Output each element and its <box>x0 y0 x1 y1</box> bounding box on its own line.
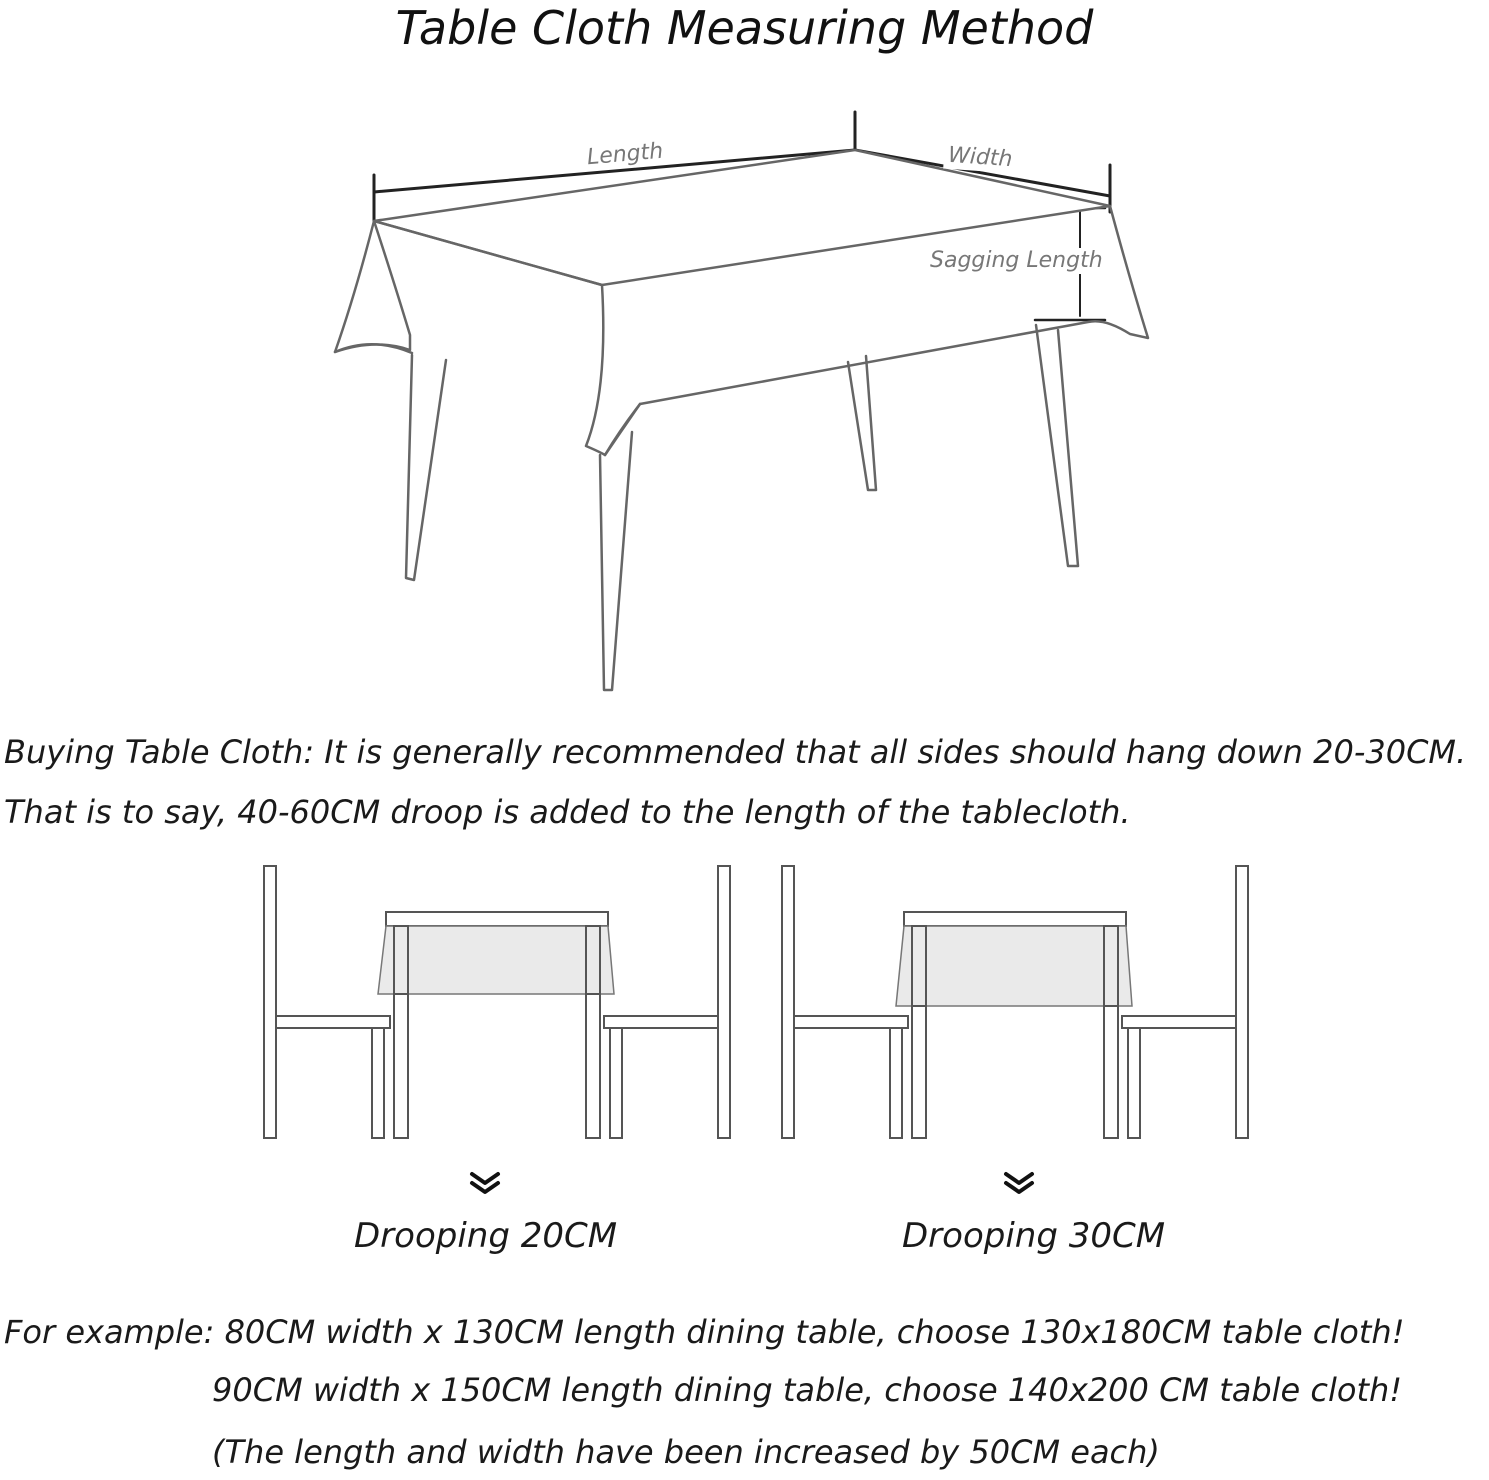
length-label: Length <box>582 138 668 171</box>
sagging-length-label: Sagging Length <box>926 248 1107 274</box>
example-note: (The length and width have been increased by 50CM each) <box>212 1433 1160 1471</box>
page-title: Table Cloth Measuring Method <box>395 1 1094 55</box>
width-label: Width <box>943 143 1017 174</box>
example-line-1: For example: 80CM width x 130CM length dining table, choose 130x180CM table cloth! <box>4 1313 1405 1351</box>
intro-line-2: That is to say, 40-60CM droop is added to the length of the tablecloth. <box>4 793 1131 831</box>
chevron-double-down-icon <box>1006 1174 1032 1192</box>
intro-line-1: Buying Table Cloth: It is generally recommended that all sides should hang down 20-30CM. <box>4 733 1467 771</box>
example-30cm-scene <box>782 866 1248 1138</box>
example-20cm-scene <box>264 866 730 1138</box>
example-line-2: 90CM width x 150CM length dining table, choose 140x200 CM table cloth! <box>212 1371 1403 1409</box>
caption-drooping-20cm: Drooping 20CM <box>354 1216 618 1256</box>
cloth-20cm <box>378 926 614 994</box>
chevron-double-down-icon <box>472 1174 498 1192</box>
cloth-30cm <box>896 926 1132 1006</box>
caption-drooping-30cm: Drooping 30CM <box>902 1216 1166 1256</box>
